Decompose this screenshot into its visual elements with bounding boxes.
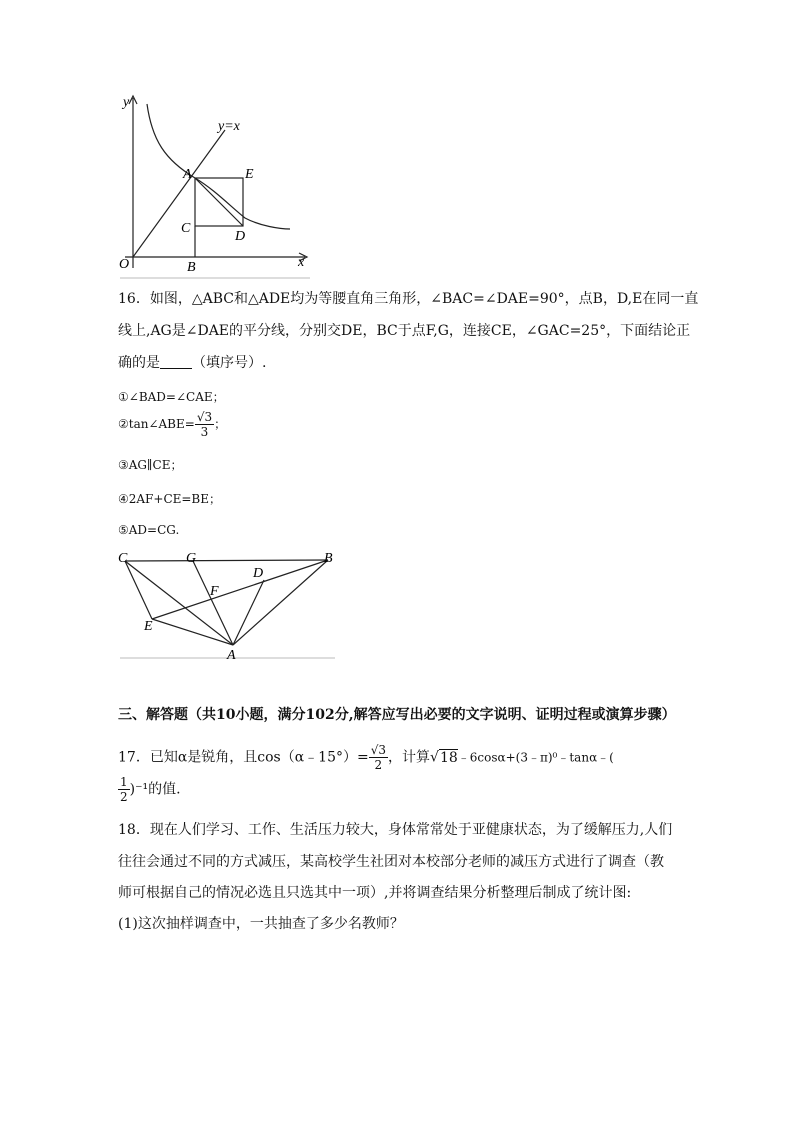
label-e: E (144, 619, 153, 634)
q16-option5: ⑤AD=CG. (118, 523, 180, 537)
label-c: C (181, 221, 191, 236)
q16-option2-b: ； (214, 417, 227, 431)
label-c: C (118, 551, 128, 566)
q18-line1: 18．现在人们学习、工作、生活压力较大，身体常常处于亚健康状态，为了缓解压力,人们 (118, 822, 673, 838)
q16-line3-b: （填序号）. (192, 355, 267, 371)
label-b: B (324, 551, 333, 566)
segment-cb (125, 560, 328, 561)
figure-coordinate-plane (110, 90, 320, 280)
label-d: D (235, 229, 246, 244)
segment-be (152, 560, 328, 619)
q17-part2: ，计算 (388, 749, 431, 766)
label-b: B (187, 260, 196, 275)
segment-ce (125, 561, 152, 619)
label-x: x (298, 255, 305, 270)
q16-line2: 线上,AG是∠DAE的平分线，分别交DE，BC于点F,G，连接CE，∠GAC=25°，下面结论正 (118, 323, 691, 339)
label-f: F (210, 584, 219, 599)
q17-part1: 17．已知α是锐角，且cos（α﹣15°）= (118, 749, 369, 766)
fraction-sqrt3-over-2 (369, 743, 388, 772)
q16-option1: ①∠BAD=∠CAE； (118, 390, 225, 404)
fraction-denominator: 2 (374, 758, 383, 772)
fraction-numerator: √3 (196, 410, 213, 424)
q18-line2: 往往会通过不同的方式减压，某高校学生社团对本校部分老师的减压方式进行了调查（教 (118, 854, 664, 870)
segment-ca (125, 561, 233, 645)
label-a: A (183, 167, 192, 182)
q16-option4: ④2AF+CE=BE； (118, 492, 222, 506)
fraction-denominator: 3 (200, 425, 209, 439)
q16-line1: 16．如图，△ABC和△ADE均为等腰直角三角形，∠BAC=∠DAE=90°，点B，D,E在同一直 (118, 291, 699, 307)
label-g: G (186, 551, 197, 566)
label-a: A (227, 648, 236, 663)
segment-ea (152, 619, 233, 645)
q18-sub1: (1)这次抽样调查中，一共抽查了多少名教师？ (118, 916, 404, 932)
q17-part4: )⁻¹的值. (129, 781, 181, 798)
fraction-numerator: √3 (370, 743, 387, 757)
q16-line3 (118, 353, 266, 373)
label-e: E (245, 167, 254, 182)
q18-line3: 师可根据自己的情况必选且只选其中一项）,并将调查结果分析整理后制成了统计图: (118, 885, 632, 901)
q16-option3: ③AG∥CE； (118, 458, 183, 472)
section-heading: 三、解答题（共10小题，满分102分,解答应写出必要的文字说明、证明过程或演算步骤） (118, 707, 676, 723)
sqrt-symbol: √ (430, 749, 439, 766)
q17-line2 (118, 775, 181, 804)
q17-line1 (118, 743, 614, 772)
q16-line3-a: 确的是 (118, 355, 160, 371)
figure-triangles (110, 548, 340, 663)
label-origin: O (119, 257, 130, 272)
label-y: y (123, 95, 130, 110)
label-line: y=x (218, 119, 240, 134)
sqrt-argument: 18 (439, 749, 458, 766)
fraction-one-half (118, 775, 130, 804)
fraction-sqrt3-over-3 (195, 410, 214, 439)
fraction-denominator: 2 (120, 790, 128, 804)
q16-option2-a: ②tan∠ABE= (118, 417, 195, 431)
fraction-numerator: 1 (120, 775, 128, 789)
segment-ba (233, 560, 328, 645)
answer-blank[interactable] (160, 354, 192, 369)
label-d: D (253, 566, 264, 581)
segment-ad (195, 178, 243, 226)
q17-part3: ﹣6cosα+(3﹣π)⁰﹣tanα﹣( (457, 750, 614, 765)
q16-option2 (118, 410, 226, 439)
